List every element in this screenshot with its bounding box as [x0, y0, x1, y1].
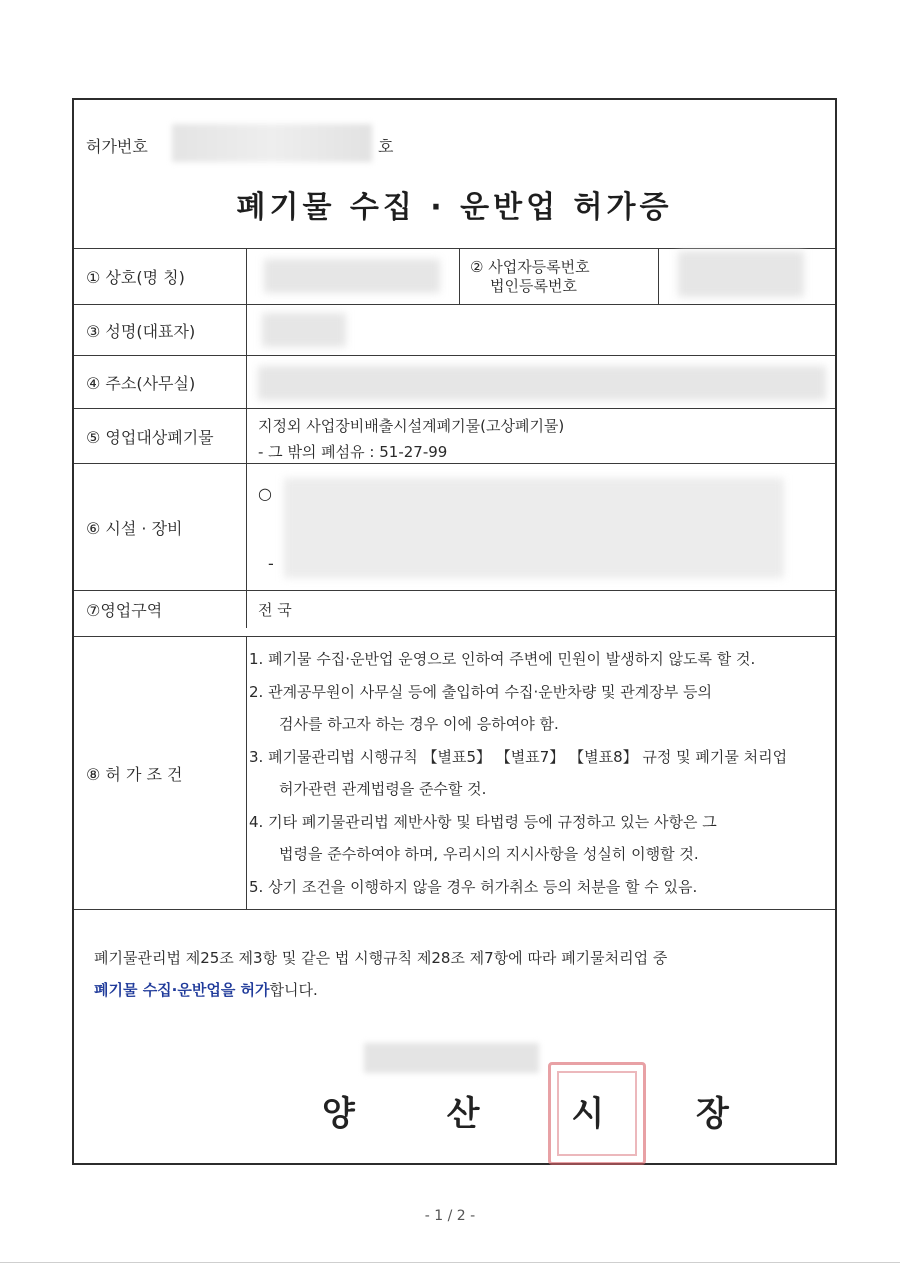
business-number-label [459, 249, 659, 304]
redacted-date [364, 1043, 539, 1073]
target-waste-line2: - 그 밖의 폐섬유 : 51-27-99 [258, 443, 448, 461]
authorization-line2 [94, 974, 829, 1006]
permit-number [86, 134, 394, 157]
condition-item: 5. 상기 조건을 이행하지 않을 경우 허가취소 등의 처분을 할 수 있음. [249, 877, 698, 896]
condition-item: 1. 폐기물 수집·운반업 운영으로 인하여 주변에 민원이 발생하지 않도록 할 것. [249, 650, 756, 668]
page-edge [0, 1262, 900, 1263]
permit-document [72, 98, 837, 1165]
authorization-highlight: 폐기물 수집·운반업을 허가 [94, 981, 270, 999]
document-title: 폐기물 수집 · 운반업 허가증 [236, 190, 673, 225]
official-seal [548, 1062, 646, 1165]
conditions-label: ⑧ 허 가 조 건 [74, 637, 247, 909]
facilities-label: ⑥ 시설 · 장비 [74, 464, 247, 590]
address-label: ④ 주소(사무실) [74, 356, 247, 408]
business-area-value: 전 국 [258, 601, 292, 619]
condition-item: 2. 관계공무원이 사무실 등에 출입하여 수집·운반차량 및 관계장부 등의 [249, 682, 712, 701]
row-company-name [74, 248, 835, 304]
redacted-representative [262, 313, 346, 347]
row-representative [74, 304, 835, 355]
row-target-waste [74, 408, 835, 463]
row-conditions [74, 636, 835, 909]
permit-number-label: 허가번호 [86, 137, 148, 156]
redacted-address [258, 366, 826, 400]
authorization-line2-rest: 합니다. [269, 981, 318, 999]
target-waste-line1: 지정외 사업장비배출시설계폐기물(고상폐기물) [258, 417, 565, 435]
redacted-company-name [264, 259, 440, 293]
conditions-list [249, 643, 837, 903]
business-number-label-line1: ② 사업자등록번호 [470, 258, 590, 276]
condition-item: 4. 기타 폐기물관리법 제반사항 및 타법령 등에 규정하고 있는 사항은 그 [249, 812, 717, 831]
redacted-facilities [284, 478, 784, 578]
official-seal-inner [557, 1071, 637, 1156]
business-number-label-line2: 법인등록번호 [490, 277, 577, 295]
footer-divider [74, 909, 835, 910]
row-business-area [74, 590, 835, 628]
redacted-business-number [678, 251, 804, 297]
redacted-permit-number [172, 124, 372, 162]
row-facilities [74, 463, 835, 590]
company-name-label: ① 상호(명 칭) [74, 249, 247, 304]
business-area-label: ⑦영업구역 [74, 591, 247, 628]
issuer-title: 양 산 시 장 [322, 1094, 769, 1134]
document-header [74, 100, 835, 248]
condition-item: 검사를 하고자 하는 경우 이에 응하여야 함. [279, 715, 559, 733]
facility-bullet: ○ [258, 484, 272, 503]
facility-dash: - [268, 554, 274, 573]
target-waste-label: ⑤ 영업대상폐기물 [74, 409, 247, 463]
representative-label: ③ 성명(대표자) [74, 305, 247, 355]
condition-item: 허가관련 관계법령을 준수할 것. [279, 780, 487, 798]
permit-number-suffix: 호 [378, 137, 394, 156]
authorization-line1: 폐기물관리법 제25조 제3항 및 같은 법 시행규칙 제28조 제7항에 따라 폐기물처리업 중 [94, 949, 668, 967]
row-address [74, 355, 835, 408]
authorization-text [94, 942, 829, 1006]
condition-item: 3. 폐기물관리법 시행규칙 【별표5】 【별표7】 【별표8】 규정 및 폐기물 처리업 [249, 747, 788, 766]
page-number: - 1 / 2 - [424, 1208, 476, 1224]
condition-item: 법령을 준수하여야 하며, 우리시의 지시사항을 성실히 이행할 것. [279, 845, 699, 863]
